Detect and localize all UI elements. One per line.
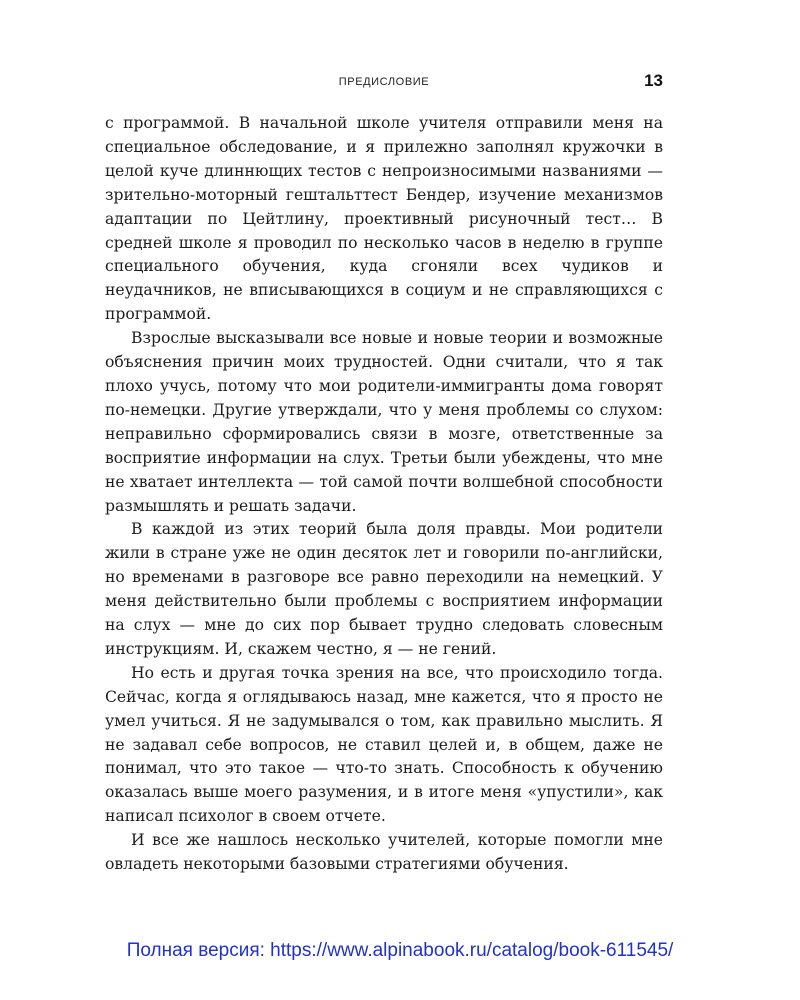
page-number: 13 (644, 71, 663, 90)
page-header (105, 70, 663, 94)
body-text (105, 112, 663, 877)
paragraph-1: с программой. В начальной школе учителя отправили меня на специальное обследование, и я прилежно заполнял кружочки в целой куче длиннющих тестов с непроизносимыми названиями — зрительно-моторный гештальттест Бендер, изучение механизмов адаптации по Цейтлину, проективный рисуночный тест… В средней школе я проводил по несколько часов в неделю в группе специального обучения, куда сгоняли всех чудиков и неудачников, не вписывающихся в социум и не справляющихся с программой. (105, 114, 663, 324)
paragraph-2: Взрослые высказывали все новые и новые теории и возможные объяснения причин моих трудностей. Одни считали, что я так плохо учусь, потому что мои родители-иммигранты дома говорят по-немецки. Другие утверждали, что у меня проблемы со слухом: неправильно сформировались связи в мозге, ответственные за восприятие информации на слух. Третьи были убеждены, что мне не хватает интеллекта — той самой почти волшебной способности размышлять и решать задачи. (105, 329, 663, 515)
full-version-link[interactable]: Полная версия: https://www.alpinabook.ru/catalog/book-611545/ (126, 940, 674, 961)
running-title: ПРЕДИСЛОВИЕ (338, 76, 430, 88)
paragraph-4: Но есть и другая точка зрения на все, что происходило тогда. Сейчас, когда я оглядываюсь назад, мне кажется, что я просто не умел учиться. Я не задумывался о том, как правильно мыслить. Я не задавал себе вопросов, не ставил целей и, в общем, даже не понимал, что это такое — что-то знать. Способность к обучению оказалась выше моего разумения, и в итоге меня «упустили», как написал психолог в своем отчете. (105, 663, 663, 826)
paragraph-3: В каждой из этих теорий была доля правды. Мои родители жили в стране уже не один десяток лет и говорили по-английски, но временами в разговоре все равно переходили на немецкий. У меня действительно были проблемы с восприятием информации на слух — мне до сих пор бывает трудно следовать словесным инструкциям. И, скажем честно, я — не гений. (105, 520, 663, 658)
paragraph-5: И все же нашлось несколько учителей, которые помогли мне овладеть некоторыми базовыми стратегиями обучения. (105, 831, 663, 874)
